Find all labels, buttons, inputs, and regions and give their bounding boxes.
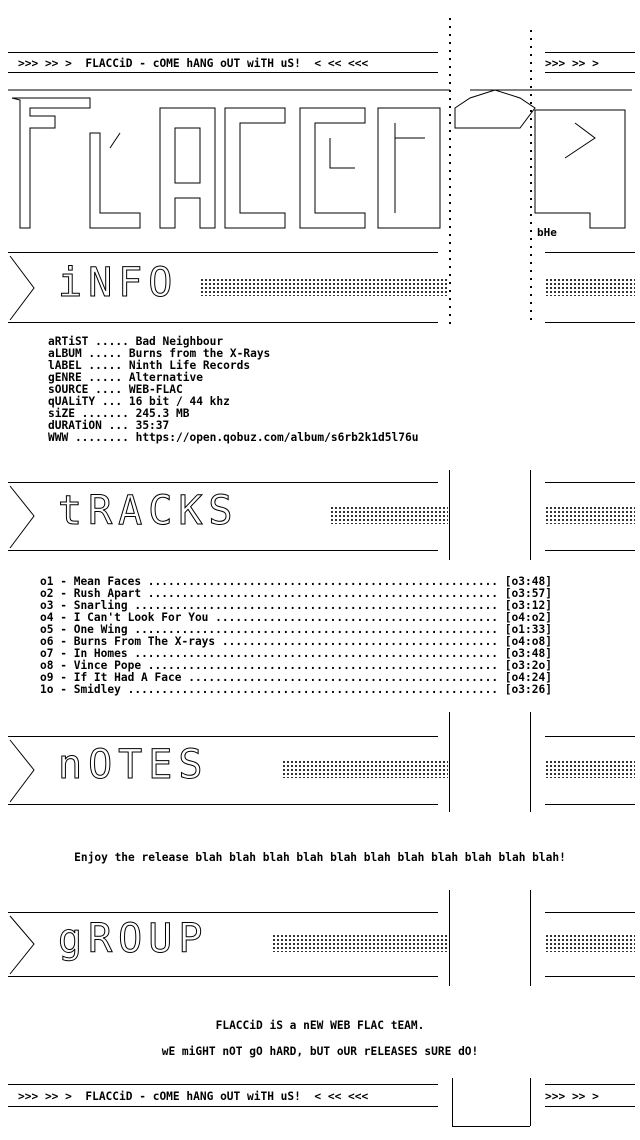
info-label: dURATiON ... [48,419,129,432]
track-number: o6 [40,635,54,648]
section-notes-header [0,724,640,814]
track-row: o1 - Mean Faces .................................................... [o3:48] [40,575,552,588]
track-row: o8 - Vince Pope .................................................... [o3:2o] [40,659,552,672]
section-group-header [0,900,640,990]
track-duration: [o3:57] [504,587,552,600]
track-duration: [o3:12] [504,599,552,612]
info-value: Burns from the X-Rays [128,347,271,360]
track-number: o7 [40,647,54,660]
logo-credit: bHe [537,226,557,238]
track-duration: [o3:48] [504,647,552,660]
section-tracks-title: tRACKS [58,488,239,534]
group-line-2: wE miGHT nOT gO hARD, bUT oUR rELEASES sURE dO! [161,1045,479,1058]
track-duration: [o4:o2] [504,611,552,624]
track-row: o7 - In Homes ...................................................... [o3:48] [40,647,552,660]
section-notes-title: nOTES [58,742,209,788]
track-number: o2 [40,587,54,600]
track-duration: [o4:24] [504,671,552,684]
info-value: Ninth Life Records [128,359,251,372]
notes-text: Enjoy the release blah blah blah blah blah blah blah blah blah blah blah! [74,851,566,864]
info-label: siZE ....... [48,407,129,420]
header-banner-right-text: >>> >> > [545,57,599,70]
footer-banner-right-text: >>> >> > [545,1090,599,1103]
track-duration: [o1:33] [504,623,552,636]
track-number: o5 [40,623,54,636]
track-title: Smidley [73,683,121,696]
info-label: aLBUM ..... [48,347,123,360]
info-value: 16 bit / 44 khz [128,395,230,408]
info-label: sOURCE .... [48,383,123,396]
info-link[interactable]: https://open.qobuz.com/album/s6rb2k1d5l76u [135,431,419,444]
dots-decoration [545,760,635,778]
section-tracks-header [0,470,640,560]
dots-decoration [200,278,448,296]
header-banner-text: >>> >> > FLACCiD - cOME hANG oUT wiTH uS! < << <<< [18,57,369,70]
track-number: o3 [40,599,54,612]
info-value: Alternative [128,371,203,384]
group-line-1: FLACCiD iS a nEW WEB FLAC tEAM. [215,1019,425,1032]
track-title: Vince Pope [73,659,142,672]
info-value: 245.3 MB [135,407,190,420]
track-number: 1o [40,683,54,696]
track-title: I Can't Look For You [73,611,209,624]
chevron-right-icon [8,252,48,324]
track-number: o4 [40,611,54,624]
track-title: If It Had A Face [73,671,182,684]
track-row: o3 - Snarling ...................................................... [o3:12] [40,599,552,612]
dots-decoration [545,934,635,952]
track-duration: [o3:26] [504,683,552,696]
track-title: One Wing [73,623,128,636]
chevron-right-icon [8,912,48,978]
info-value: Bad Neighbour [135,335,224,348]
info-label: gENRE ..... [48,371,123,384]
track-row: 1o - Smidley ....................................................... [o3:26] [40,683,552,696]
info-label: lABEL ..... [48,359,123,372]
info-label: WWW ........ [48,431,129,444]
chevron-right-icon [8,736,48,806]
flaccid-logo-art [0,88,640,238]
dots-decoration [545,278,635,296]
track-row: o9 - If It Had A Face .............................................. [o4:24] [40,671,552,684]
dots-decoration [282,760,448,778]
dots-decoration [330,506,448,524]
footer-banner-text: >>> >> > FLACCiD - cOME hANG oUT wiTH uS! < << <<< [18,1090,369,1103]
section-group-title: gROUP [58,916,209,962]
track-duration: [o3:48] [504,575,552,588]
track-row: o2 - Rush Apart .................................................... [o3:57] [40,587,552,600]
track-row: o6 - Burns From The X-rays ......................................... [o4:o8] [40,635,552,648]
track-number: o1 [40,575,54,588]
info-label: aRTiST ..... [48,335,129,348]
section-info-header [0,240,640,330]
track-title: Rush Apart [73,587,142,600]
track-title: Snarling [73,599,128,612]
dots-decoration [545,506,635,524]
track-title: Burns From The X-rays [73,635,216,648]
track-title: Mean Faces [73,575,142,588]
section-info-title: iNFO [58,260,179,306]
track-row: o5 - One Wing ...................................................... [o1:33] [40,623,552,636]
dots-decoration [272,934,448,952]
track-number: o8 [40,659,54,672]
info-value: WEB-FLAC [128,383,183,396]
track-number: o9 [40,671,54,684]
info-value: 35:37 [135,419,170,432]
track-duration: [o4:o8] [504,635,552,648]
info-label: qUALiTY ... [48,395,123,408]
track-title: In Homes [73,647,128,660]
track-duration: [o3:2o] [504,659,552,672]
track-row: o4 - I Can't Look For You .......................................... [o4:o2] [40,611,552,624]
chevron-right-icon [8,482,48,552]
